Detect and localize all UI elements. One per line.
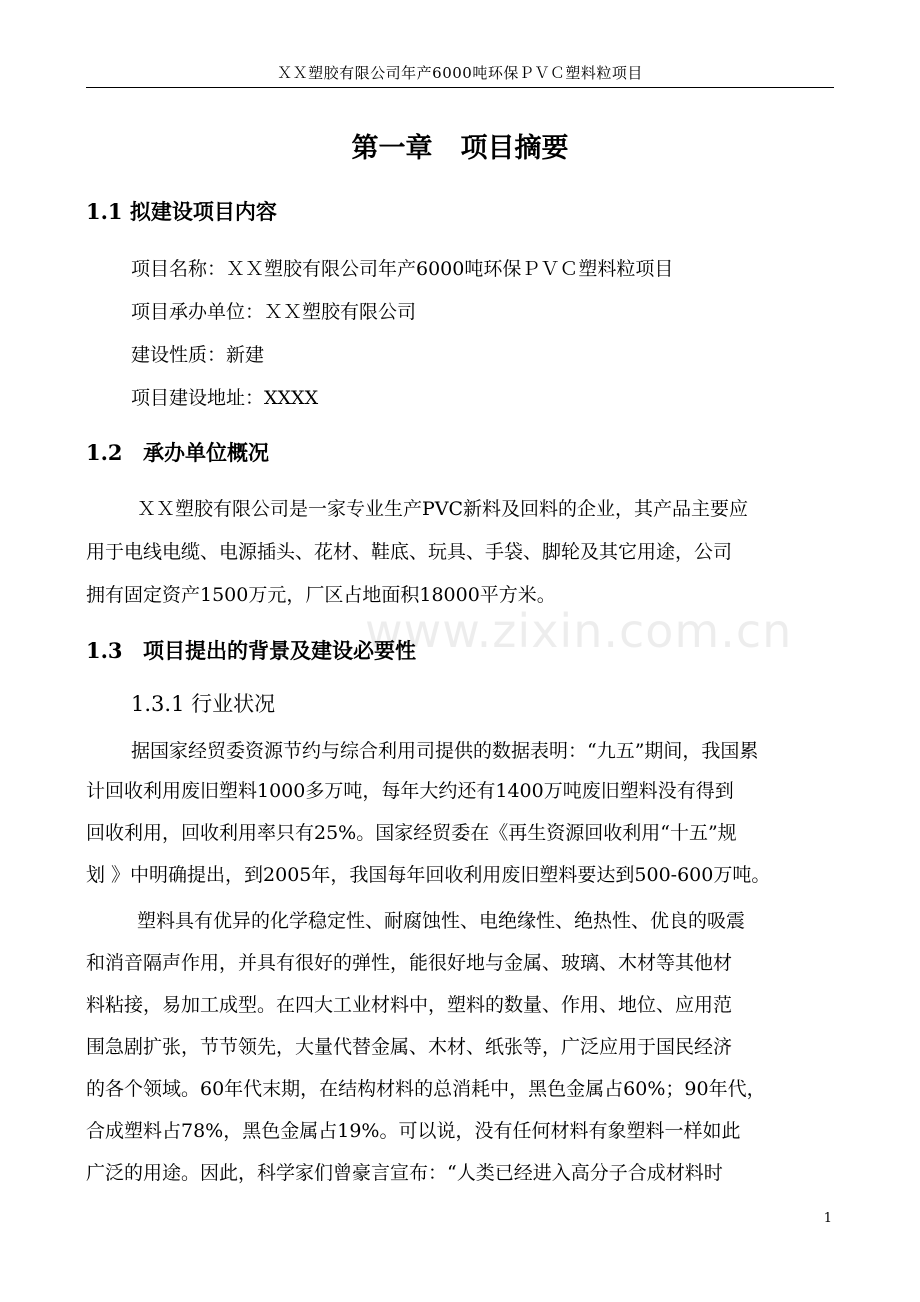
paragraph-line: 的各个领域。60年代末期，在结构材料的总消耗中，黑色金属占60%；90年代， — [86, 1078, 766, 1100]
chapter-number: 第一章 — [351, 133, 433, 164]
section-number: 1.2 — [86, 440, 123, 465]
header-rule — [86, 87, 834, 88]
paragraph-line: 料粘接，易加工成型。在四大工业材料中，塑料的数量、作用、地位、应用范 — [86, 994, 733, 1016]
subsection-heading-1-3-1: 1.3.1 行业状况 — [131, 692, 276, 716]
project-sponsor-line: 项目承办单位：ＸＸ塑胶有限公司 — [131, 301, 417, 323]
paragraph-line: 和消音隔声作用，并具有很好的弹性，能很好地与金属、玻璃、木材等其他材 — [86, 952, 733, 974]
chapter-title — [0, 126, 920, 165]
watermark: www.zixin.com.cn — [365, 604, 793, 658]
construction-nature-line: 建设性质：新建 — [131, 344, 265, 366]
paragraph-line: 拥有固定资产1500万元，厂区占地面积18000平方米。 — [86, 584, 556, 606]
project-name-line: 项目名称：ＸＸ塑胶有限公司年产6000吨环保ＰＶＣ塑料粒项目 — [131, 258, 674, 280]
paragraph-line: 划 》中明确提出，到2005年，我国每年回收利用废旧塑料要达到500-600万吨。 — [86, 864, 771, 886]
running-header: ＸＸ塑胶有限公司年产6000吨环保ＰＶＣ塑料粒项目 — [277, 64, 643, 82]
paragraph-line: 合成塑料占78%，黑色金属占19%。可以说，没有任何材料有象塑料一样如此 — [86, 1120, 741, 1142]
section-title: 项目提出的背景及建设必要性 — [143, 638, 416, 663]
section-heading-1-1: 1.1 拟建设项目内容 — [86, 199, 277, 224]
chapter-name: 项目摘要 — [460, 133, 569, 164]
paragraph-line: 回收利用，回收利用率只有25%。国家经贸委在《再生资源回收利用“十五”规 — [86, 822, 737, 844]
paragraph-line: 计回收利用废旧塑料1000多万吨，每年大约还有1400万吨废旧塑料没有得到 — [86, 780, 734, 802]
paragraph-line: 据国家经贸委资源节约与综合利用司提供的数据表明：“九五”期间，我国累 — [131, 740, 759, 762]
paragraph-line: 广泛的用途。因此，科学家们曾豪言宣布：“人类已经进入高分子合成材料时 — [86, 1162, 723, 1184]
section-heading-1-2 — [86, 437, 269, 467]
section-heading-1-3 — [86, 635, 416, 665]
paragraph-line: 围急剧扩张，节节领先，大量代替金属、木材、纸张等，广泛应用于国民经济 — [86, 1036, 733, 1058]
paragraph-line: 塑料具有优异的化学稳定性、耐腐蚀性、电绝缘性、绝热性、优良的吸震 — [137, 910, 746, 932]
paragraph-line: 用于电线电缆、电源插头、花材、鞋底、玩具、手袋、脚轮及其它用途，公司 — [86, 541, 733, 563]
paragraph-line: ＸＸ塑胶有限公司是一家专业生产PVC新料及回料的企业，其产品主要应 — [137, 498, 749, 520]
page-number: 1 — [823, 1211, 832, 1226]
section-number: 1.3 — [86, 638, 123, 663]
construction-address-line: 项目建设地址：XXXX — [131, 387, 319, 409]
section-title: 承办单位概况 — [143, 440, 269, 465]
